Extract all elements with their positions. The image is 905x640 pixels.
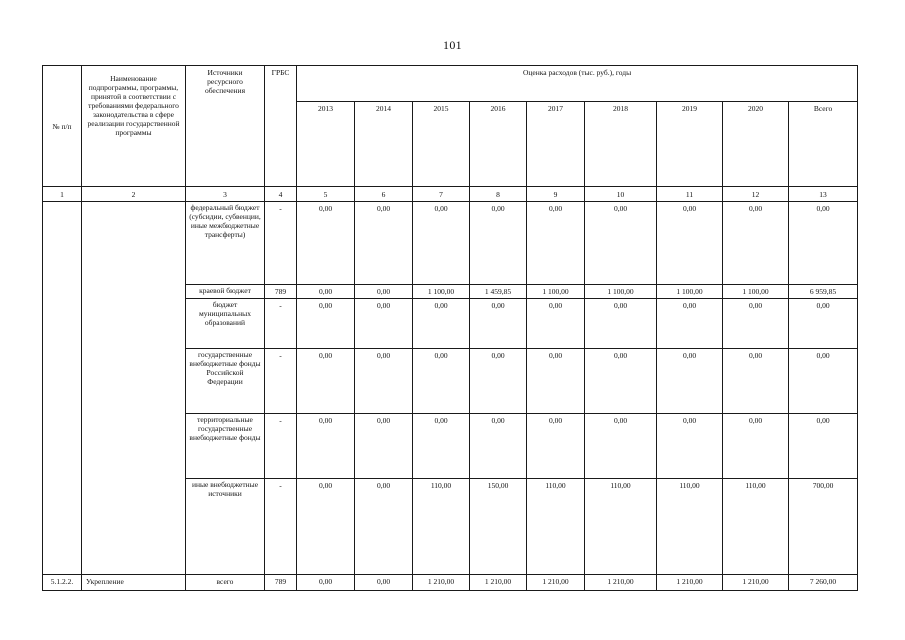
value-cell: 0,00 [297,575,355,591]
value-cell: 0,00 [527,202,585,285]
value-cell: 0,00 [297,479,355,575]
table-row [43,202,858,285]
column-number-6: 6 [355,187,413,202]
value-cell: 1 210,00 [470,575,527,591]
value-cell: 1 100,00 [585,285,657,299]
year-header-2: 2014 [355,102,413,187]
grbs-cell: - [265,299,297,349]
value-cell: 0,00 [585,202,657,285]
header-source: Источники ресурсного обеспечения [186,66,265,187]
row-number-cell [43,202,82,575]
value-cell: 0,00 [723,414,789,479]
value-cell: 7 260,00 [789,575,858,591]
value-cell: 0,00 [355,479,413,575]
value-cell: 1 100,00 [413,285,470,299]
value-cell: 0,00 [789,349,858,414]
value-cell: 0,00 [355,349,413,414]
value-cell: 150,00 [470,479,527,575]
column-number-10: 10 [585,187,657,202]
year-header-5: 2017 [527,102,585,187]
row-name-cell: Укрепление [82,575,186,591]
value-cell: 0,00 [355,414,413,479]
value-cell: 0,00 [355,575,413,591]
column-number-3: 3 [186,187,265,202]
column-number-8: 8 [470,187,527,202]
year-header-9: Всего [789,102,858,187]
value-cell: 1 210,00 [657,575,723,591]
value-cell: 1 210,00 [413,575,470,591]
source-cell: государственные внебюджетные фонды Российской Федерации [186,349,265,414]
column-number-row [43,187,858,202]
value-cell: 1 210,00 [723,575,789,591]
source-cell: краевой бюджет [186,285,265,299]
column-number-7: 7 [413,187,470,202]
grbs-cell: - [265,202,297,285]
value-cell: 0,00 [657,414,723,479]
value-cell: 0,00 [470,202,527,285]
year-header-7: 2019 [657,102,723,187]
value-cell: 0,00 [723,202,789,285]
column-number-12: 12 [723,187,789,202]
header-number: № п/п [43,66,82,187]
value-cell: 0,00 [585,299,657,349]
value-cell: 0,00 [297,285,355,299]
value-cell: 0,00 [657,349,723,414]
column-number-9: 9 [527,187,585,202]
value-cell: 0,00 [585,349,657,414]
year-header-3: 2015 [413,102,470,187]
table-row [43,575,858,591]
value-cell: 0,00 [413,414,470,479]
grbs-cell: - [265,479,297,575]
value-cell: 0,00 [470,299,527,349]
value-cell: 0,00 [355,202,413,285]
grbs-cell: 789 [265,575,297,591]
year-header-4: 2016 [470,102,527,187]
source-cell: всего [186,575,265,591]
value-cell: 0,00 [297,202,355,285]
header-estimate: Оценка расходов (тыс. руб.), годы [297,66,858,102]
column-number-13: 13 [789,187,858,202]
value-cell: 0,00 [789,299,858,349]
value-cell: 0,00 [527,414,585,479]
value-cell: 0,00 [527,349,585,414]
row-number-cell: 5.1.2.2. [43,575,82,591]
value-cell: 0,00 [723,349,789,414]
value-cell: 0,00 [470,414,527,479]
value-cell: 0,00 [297,349,355,414]
grbs-cell: - [265,349,297,414]
column-number-5: 5 [297,187,355,202]
source-cell: территориальные государственные внебюджетные фонды [186,414,265,479]
value-cell: 1 100,00 [723,285,789,299]
source-cell: иные внебюджетные источники [186,479,265,575]
value-cell: 1 210,00 [585,575,657,591]
grbs-cell: 789 [265,285,297,299]
column-number-4: 4 [265,187,297,202]
value-cell: 0,00 [585,414,657,479]
source-cell: бюджет муниципальных образований [186,299,265,349]
value-cell: 1 100,00 [657,285,723,299]
value-cell: 110,00 [585,479,657,575]
column-number-2: 2 [82,187,186,202]
year-header-6: 2018 [585,102,657,187]
page-number: 101 [443,38,462,52]
row-name-cell [82,202,186,575]
column-number-11: 11 [657,187,723,202]
value-cell: 6 959,85 [789,285,858,299]
value-cell: 0,00 [527,299,585,349]
source-cell: федеральный бюджет (субсидии, субвенции, иные межбюджетные трансферты) [186,202,265,285]
value-cell: 0,00 [297,299,355,349]
grbs-cell: - [265,414,297,479]
value-cell: 0,00 [789,202,858,285]
value-cell: 0,00 [657,299,723,349]
value-cell: 0,00 [355,285,413,299]
column-number-1: 1 [43,187,82,202]
value-cell: 0,00 [470,349,527,414]
value-cell: 1 100,00 [527,285,585,299]
year-header-8: 2020 [723,102,789,187]
value-cell: 1 459,85 [470,285,527,299]
value-cell: 700,00 [789,479,858,575]
header-name: Наименование подпрограммы, программы, принятой в соответствии с требованиями федерального законодательства в сфере реализации государственной программы [82,66,186,187]
value-cell: 110,00 [657,479,723,575]
value-cell: 1 210,00 [527,575,585,591]
value-cell: 110,00 [723,479,789,575]
value-cell: 0,00 [355,299,413,349]
value-cell: 0,00 [789,414,858,479]
expenditure-table [42,65,858,591]
value-cell: 0,00 [657,202,723,285]
value-cell: 0,00 [413,299,470,349]
value-cell: 0,00 [413,202,470,285]
value-cell: 0,00 [723,299,789,349]
value-cell: 110,00 [527,479,585,575]
value-cell: 0,00 [297,414,355,479]
header-grbs: ГРБС [265,66,297,187]
value-cell: 0,00 [413,349,470,414]
value-cell: 110,00 [413,479,470,575]
year-header-1: 2013 [297,102,355,187]
